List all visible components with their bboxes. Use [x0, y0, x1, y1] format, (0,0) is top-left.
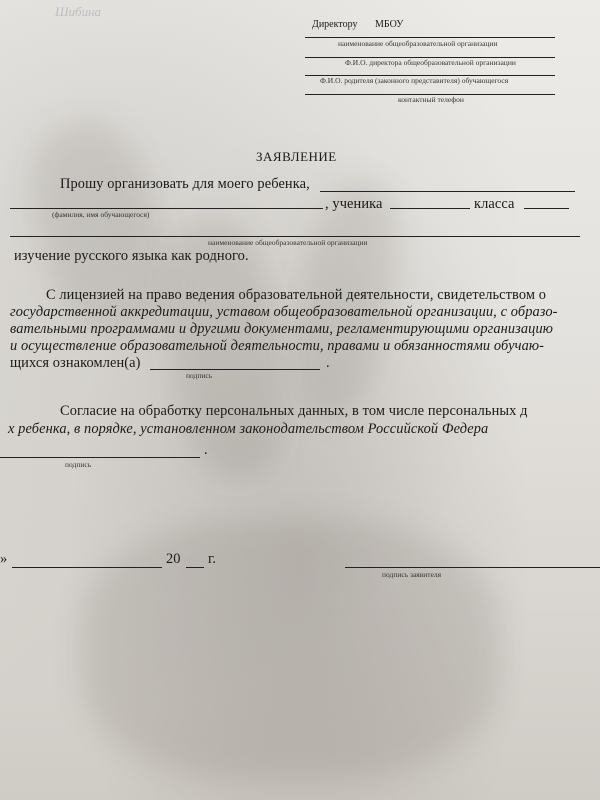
study-text: изучение русского языка как родного.: [14, 248, 249, 264]
license-line-2: государственной аккредитации, уставом общеобразовательной организации, с образо-: [10, 304, 558, 320]
consent-line-1: Согласие на обработку персональных данных, в том числе персональных д: [60, 403, 528, 419]
page-title: ЗАЯВЛЕНИЕ: [256, 149, 337, 164]
class-label: класса: [474, 196, 515, 212]
license-line-3: вательными программами и другими документами, регламентирующими организацию: [10, 321, 554, 337]
handwritten-note: Шибина: [55, 4, 102, 19]
grade-field-line: [390, 208, 470, 209]
applicant-signature-caption: подпись заявителя: [382, 570, 442, 579]
license-line-4: и осуществление образовательной деятельности, правами и обязанностями обучаю-: [10, 338, 545, 354]
year-prefix: 20: [166, 551, 181, 567]
applicant-signature-line: [345, 567, 600, 568]
org-field-caption: наименование общеобразовательной организации: [208, 238, 368, 247]
license-line-1: С лицензией на право ведения образовательной деятельности, свидетельством о: [46, 287, 547, 303]
org-name-caption: наименование общеобразовательной организации: [338, 39, 498, 48]
org-field-line: [10, 236, 580, 237]
license-end-dot: .: [326, 355, 330, 371]
header-line: [305, 37, 555, 38]
date-quote: »: [0, 551, 8, 567]
pupil-label: , ученика: [325, 196, 383, 212]
consent-end-dot: .: [204, 442, 208, 458]
consent-signature-caption: подпись: [65, 460, 92, 469]
phone-caption: контактный телефон: [398, 95, 464, 104]
director-label: Директору: [312, 19, 358, 30]
request-text: Прошу организовать для моего ребенка,: [60, 176, 310, 192]
class-field-line: [524, 208, 569, 209]
name-field-line: [10, 208, 323, 209]
license-line-5: щихся ознакомлен(а): [10, 355, 141, 371]
license-signature-line: [150, 369, 320, 370]
year-field-line: [186, 567, 204, 568]
consent-signature-line: [0, 457, 200, 458]
director-name-caption: Ф.И.О. директора общеобразовательной организации: [345, 58, 516, 67]
consent-line-2: х ребенка, в порядке, установленном законодательством Российской Федера: [8, 421, 489, 437]
name-caption: (фамилия, имя обучающегося): [52, 210, 150, 219]
license-signature-caption: подпись: [186, 371, 213, 380]
year-suffix: г.: [208, 551, 217, 567]
school-name: МБОУ: [375, 19, 404, 30]
date-field-line: [12, 567, 162, 568]
child-field-line: [320, 191, 575, 192]
shadow: [80, 520, 500, 780]
parent-name-caption: Ф.И.О. родителя (законного представителя) обучающегося: [320, 76, 509, 85]
